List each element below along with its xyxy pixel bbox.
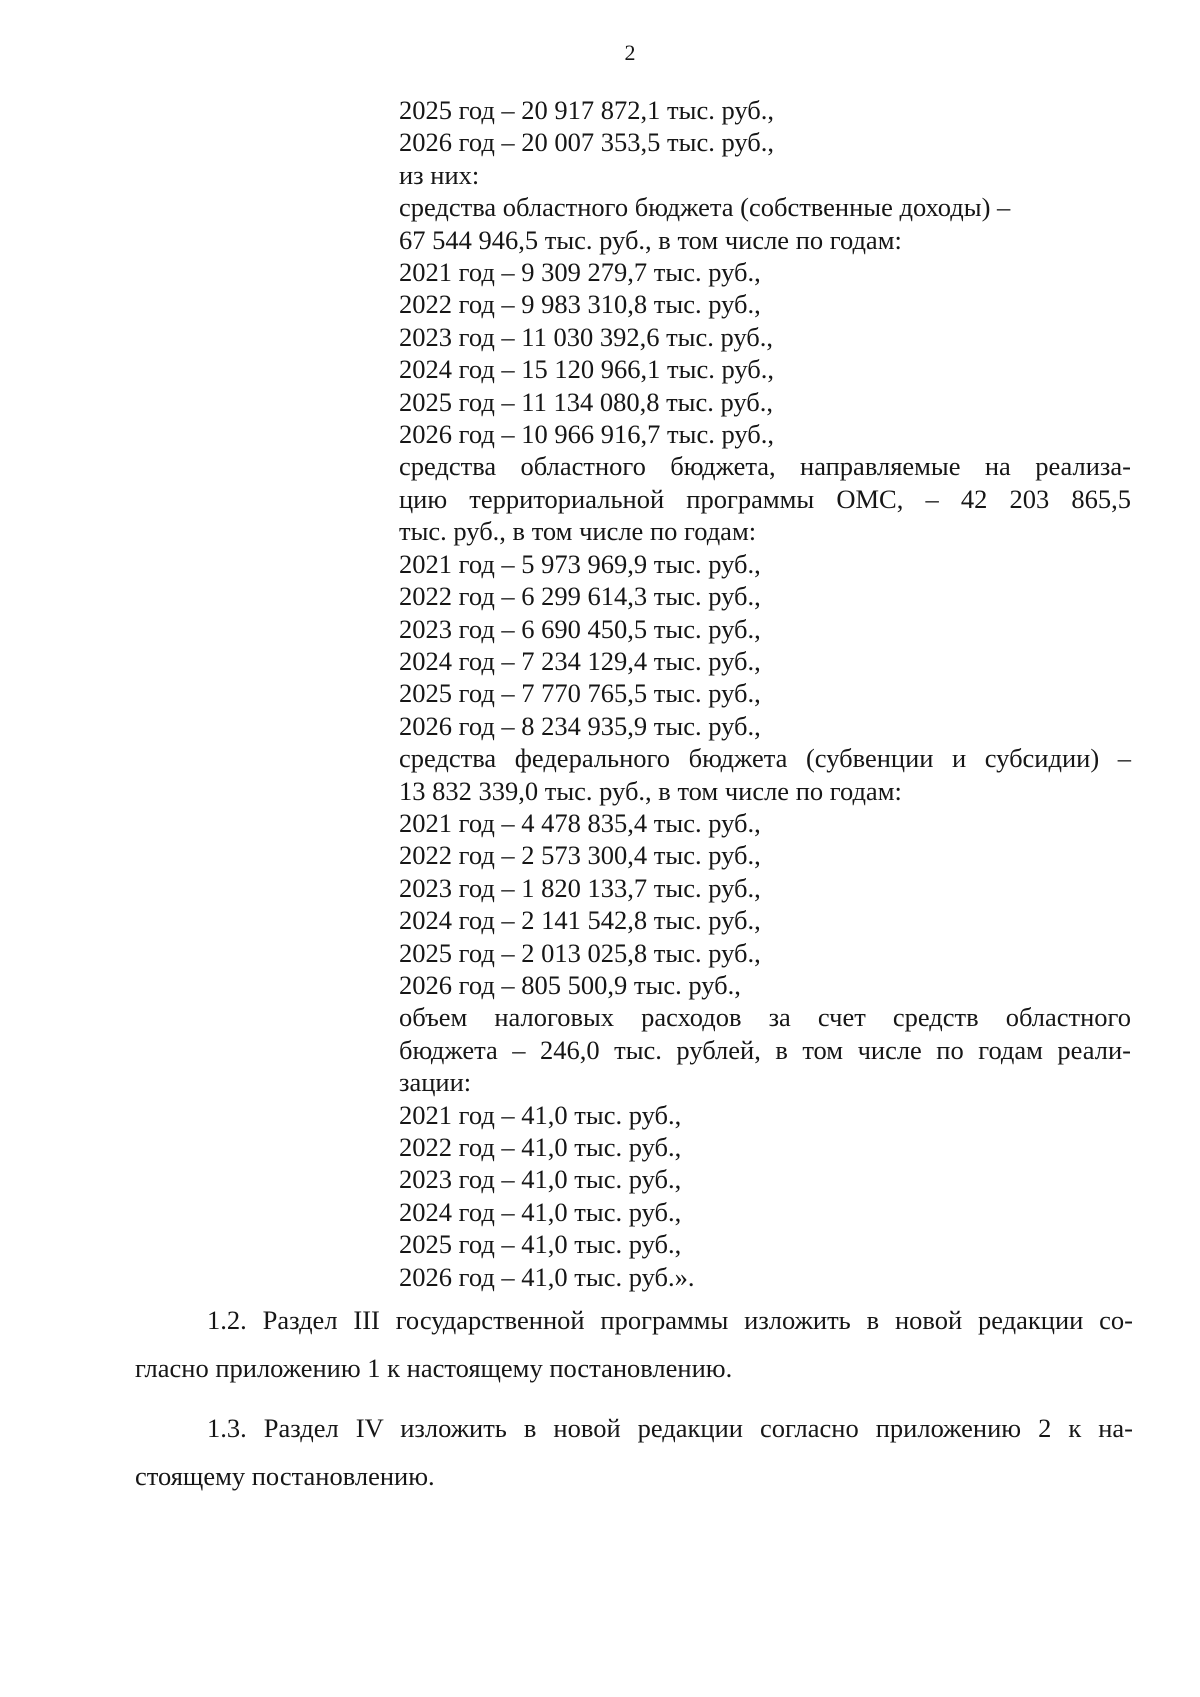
funding-line: 2022 год – 41,0 тыс. руб.,	[399, 1132, 682, 1162]
paragraph-1-3-line-2: стоящему постановлению.	[135, 1461, 435, 1491]
funding-line: 2025 год – 20 917 872,1 тыс. руб.,	[399, 95, 774, 125]
funding-line: 2026 год – 20 007 353,5 тыс. руб.,	[399, 127, 774, 158]
funding-line: 2026 год – 41,0 тыс. руб.».	[399, 1261, 695, 1292]
funding-line: 2021 год – 41,0 тыс. руб.,	[399, 1099, 682, 1130]
funding-breakdown-column	[399, 94, 1131, 1293]
amendment-paragraphs	[135, 1296, 1133, 1512]
funding-line: 2024 год – 7 234 129,4 тыс. руб.,	[399, 645, 761, 676]
funding-line: из них:	[399, 159, 480, 190]
funding-line: 13 832 339,0 тыс. руб., в том числе по годам:	[399, 775, 902, 806]
funding-line: 2022 год – 2 573 300,4 тыс. руб.,	[399, 840, 761, 871]
funding-line: 2025 год – 2 013 025,8 тыс. руб.,	[399, 937, 761, 968]
funding-line: тыс. руб., в том числе по годам:	[399, 516, 757, 547]
paragraph-1-3	[135, 1404, 1133, 1500]
funding-line: 2023 год – 1 820 133,7 тыс. руб.,	[399, 872, 761, 903]
funding-line: 2023 год – 41,0 тыс. руб.,	[399, 1164, 682, 1195]
funding-line: 2026 год – 10 966 916,7 тыс. руб.,	[399, 419, 774, 450]
funding-line: бюджета – 246,0 тыс. рублей, в том числе по годам реали-	[399, 1034, 1131, 1065]
funding-line: 2025 год – 41,0 тыс. руб.,	[399, 1229, 682, 1260]
funding-line: 2024 год – 15 120 966,1 тыс. руб.,	[399, 354, 774, 385]
funding-line: 2022 год – 6 299 614,3 тыс. руб.,	[399, 581, 761, 612]
funding-line: 2022 год – 9 983 310,8 тыс. руб.,	[399, 289, 761, 320]
paragraph-1-2	[135, 1296, 1133, 1392]
funding-line: 2021 год – 4 478 835,4 тыс. руб.,	[399, 807, 761, 838]
funding-line: 2024 год – 41,0 тыс. руб.,	[399, 1196, 682, 1227]
funding-line: 67 544 946,5 тыс. руб., в том числе по годам:	[399, 224, 902, 255]
page-number: 2	[624, 40, 636, 65]
funding-line: 2024 год – 2 141 542,8 тыс. руб.,	[399, 905, 761, 936]
funding-line: 2026 год – 805 500,9 тыс. руб.,	[399, 969, 741, 1000]
funding-line: цию территориальной программы ОМС, – 42 203 865,5	[399, 483, 1131, 514]
funding-line: 2023 год – 6 690 450,5 тыс. руб.,	[399, 613, 761, 644]
funding-line: средства федерального бюджета (субвенции и субсидии) –	[399, 743, 1131, 774]
funding-line: объем налоговых расходов за счет средств областного	[399, 1002, 1131, 1033]
funding-line: зации:	[399, 1067, 472, 1098]
paragraph-1-2-line-1: 1.2. Раздел III государственной программы изложить в новой редакции со-	[207, 1305, 1133, 1335]
funding-line: 2025 год – 7 770 765,5 тыс. руб.,	[399, 678, 761, 709]
funding-line: 2021 год – 5 973 969,9 тыс. руб.,	[399, 548, 761, 579]
funding-line: 2026 год – 8 234 935,9 тыс. руб.,	[399, 710, 761, 741]
funding-line: средства областного бюджета, направляемые на реализа-	[399, 451, 1131, 482]
funding-line: 2021 год – 9 309 279,7 тыс. руб.,	[399, 257, 761, 288]
funding-line: 2023 год – 11 030 392,6 тыс. руб.,	[399, 321, 774, 352]
funding-line: 2025 год – 11 134 080,8 тыс. руб.,	[399, 386, 774, 417]
paragraph-1-2-line-2: гласно приложению 1 к настоящему постановлению.	[135, 1353, 733, 1383]
paragraph-1-3-line-1: 1.3. Раздел IV изложить в новой редакции согласно приложению 2 к на-	[207, 1413, 1133, 1443]
funding-line: средства областного бюджета (собственные доходы) –	[399, 192, 1011, 223]
